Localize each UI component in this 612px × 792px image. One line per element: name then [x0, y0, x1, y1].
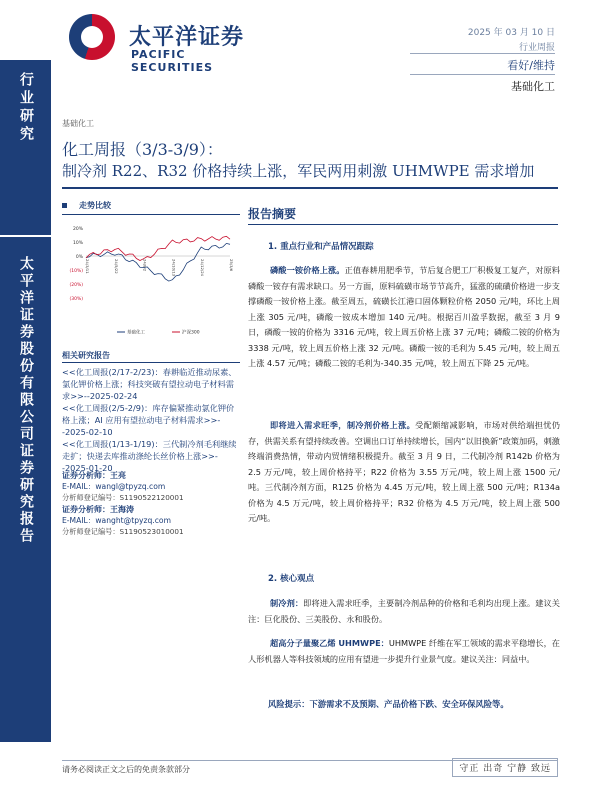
related-item[interactable]: <<化工周报(2/5-2/9)：库存偏紧推动氯化钾价格上涨；AI 应用有望拉动电子材料需求>>--2025-02-10	[62, 403, 235, 437]
trend-heading-label: 走势比较	[79, 201, 111, 210]
y-tick-label: (10%)	[69, 269, 83, 274]
y-tick-label: 0%	[75, 255, 83, 260]
related-divider	[62, 362, 240, 363]
summary-title: 报告摘要	[248, 207, 297, 221]
x-tick-label: 24/3/11	[85, 259, 90, 274]
analyst-cert: 分析师登记编号：S1190522120001	[62, 493, 184, 502]
y-tick-label: (30%)	[69, 297, 83, 302]
title-divider	[62, 187, 558, 189]
series-line	[86, 236, 230, 260]
sidebar	[0, 60, 51, 742]
logo	[55, 8, 265, 78]
paragraph-body: 正值春耕用肥季节，节后复合肥工厂积极复工复产，对原料磷酸一铵存有需求缺口。另一方面，原料硫磺市场节节高升，猛涨的硫磺价格进一步支撑磷酸一铵价格上涨。截至周五，硫磺长江港口固体颗粒价格 2050 元/吨，环比上周上涨 305 元/吨，磷酸一铵成本增加 140 元/吨。根据百川盈孚数据，截至 3 月 9 日，磷酸一铵的价格为 3316 元/吨，较上周五价格上涨 37 元/吨；磷酸二铵的价格为 3338 元/吨，较上周五价格上涨 32 元/吨。磷酸一铵的毛利为 5.45 元/吨，较上周五上涨 4.57 元/吨；磷酸二铵的毛利为-340.35 元/吨，较上周五下降 25 元/吨。	[248, 265, 560, 368]
logo-mark-icon	[69, 14, 115, 60]
x-tick-label: 24/12/24	[200, 259, 206, 277]
analyst-2	[62, 504, 240, 537]
sidebar-divider	[0, 235, 51, 237]
industry: 基础化工	[511, 80, 555, 93]
legend-label: 基础化工	[127, 330, 145, 336]
x-tick-label: 24/5/22	[113, 259, 119, 274]
footer-disclaimer: 请务必阅读正文之后的免责条款部分	[62, 765, 190, 774]
paragraph-lead: 超高分子量聚乙烯 UHMWPE：	[270, 638, 389, 648]
related-heading: 相关研究报告	[62, 351, 110, 360]
page-subtitle: 制冷剂 R22、R32 价格持续上涨，军民两用刺激 UHMWPE 需求增加	[62, 162, 535, 180]
analyst-name: 证券分析师：王亮	[62, 471, 126, 480]
x-tick-label: 24/10/13	[171, 259, 177, 277]
sidebar-top-label: 行业研究	[18, 72, 34, 144]
logo-en: PACIFIC SECURITIES	[131, 48, 214, 74]
report-type: 行业周报	[518, 43, 555, 53]
paragraph-refrigerant	[248, 418, 560, 527]
paragraph-body: 受配额缩减影响，市场对供给端担忧仍存，供需关系有望持续改善。空调出口订单持续增长，国内“以旧换新”政策加码，刺激终端消费热情，带动内贸情绪积极提升。截至 3 月 9 日，二代制冷剂 R142b 价格为 2.5 万元/吨，较上周价格持平；R22 价格为 3.55 万元/吨，较上周上涨 1500 元/吨。三代制冷剂方面，R125 价格为 4.45 万元/吨，较上周上涨 500 元/吨；R134a 价格为 4.5 万元/吨，较上周价格持平；R32 价格为 4.5 万元/吨，较上周上涨 500 元/吨。	[248, 420, 560, 523]
paragraph-lead: 制冷剂：	[270, 598, 304, 608]
trend-divider	[62, 214, 240, 215]
footer-motto: 守正 出奇 宁静 致远	[452, 758, 558, 777]
related-list	[62, 366, 240, 474]
paragraph-core-refrigerant	[248, 596, 560, 627]
report-date: 2025 年 03 月 10 日	[467, 28, 555, 38]
y-tick-label: (20%)	[69, 283, 83, 288]
paragraph-lead: 磷酸一铵价格上涨。	[270, 265, 345, 275]
x-tick-label: 24/8/2	[142, 259, 148, 272]
related-item[interactable]: <<化工周报(2/17-2/23)：春耕临近推动尿素、氯化钾价格上涨；科技突破有望拉动电子材料需求>>--2025-02-24	[62, 367, 237, 401]
analyst-1	[62, 470, 240, 503]
square-bullet-icon	[62, 203, 67, 208]
header-divider-2	[410, 74, 555, 75]
trend-heading	[62, 200, 240, 214]
section-heading-2: 2. 核心观点	[268, 574, 315, 584]
breadcrumb: 基础化工	[62, 119, 94, 128]
rating: 看好/维持	[507, 59, 555, 72]
paragraph-phosphate	[248, 263, 560, 372]
analyst-name: 证券分析师：王海涛	[62, 505, 134, 514]
x-tick-label: 25/3/6	[229, 259, 234, 272]
trend-chart	[62, 220, 240, 345]
paragraph-body: UHMWPE 纤维在军工领域的需求平稳增长，在人形机器人等科技领域的应用有望进一步提升行业景气度。建议关注：同益中。	[248, 638, 560, 664]
paragraph-core-uhmwpe	[248, 636, 560, 667]
analyst-cert: 分析师登记编号：S1190523010001	[62, 527, 184, 536]
paragraph-lead: 即将进入需求旺季，制冷剂价格上涨。	[270, 420, 416, 430]
header-divider	[410, 53, 555, 54]
section-heading-1: 1. 重点行业和产品情况跟踪	[268, 242, 374, 252]
sidebar-bottom-label: 太平洋证券股份有限公司证券研究报告	[18, 256, 34, 545]
summary-divider	[248, 224, 558, 225]
page-title: 化工周报（3/3-3/9）：	[62, 140, 223, 159]
legend-label: 沪深300	[182, 330, 200, 336]
logo-cn: 太平洋证券	[129, 25, 245, 50]
y-tick-label: 20%	[72, 227, 83, 232]
related-item[interactable]: <<化工周报(1/13-1/19)：三代制冷剂毛利继续走扩；快递去库推动涤纶长丝价格上涨>>--2025-01-20	[62, 439, 237, 473]
analyst-email[interactable]: E-MAIL：wanght@tpyzq.com	[62, 516, 171, 525]
paragraph-body: 即将进入需求旺季，主要制冷剂品种的价格和毛利均出现上涨。建议关注：巨化股份、三美股份、永和股份。	[248, 598, 560, 624]
analyst-email[interactable]: E-MAIL：wangl@tpyzq.com	[62, 482, 166, 491]
y-tick-label: 10%	[72, 241, 83, 246]
risk-warning: 风险提示：下游需求不及预期、产品价格下跌、安全环保风险等。	[268, 699, 509, 709]
